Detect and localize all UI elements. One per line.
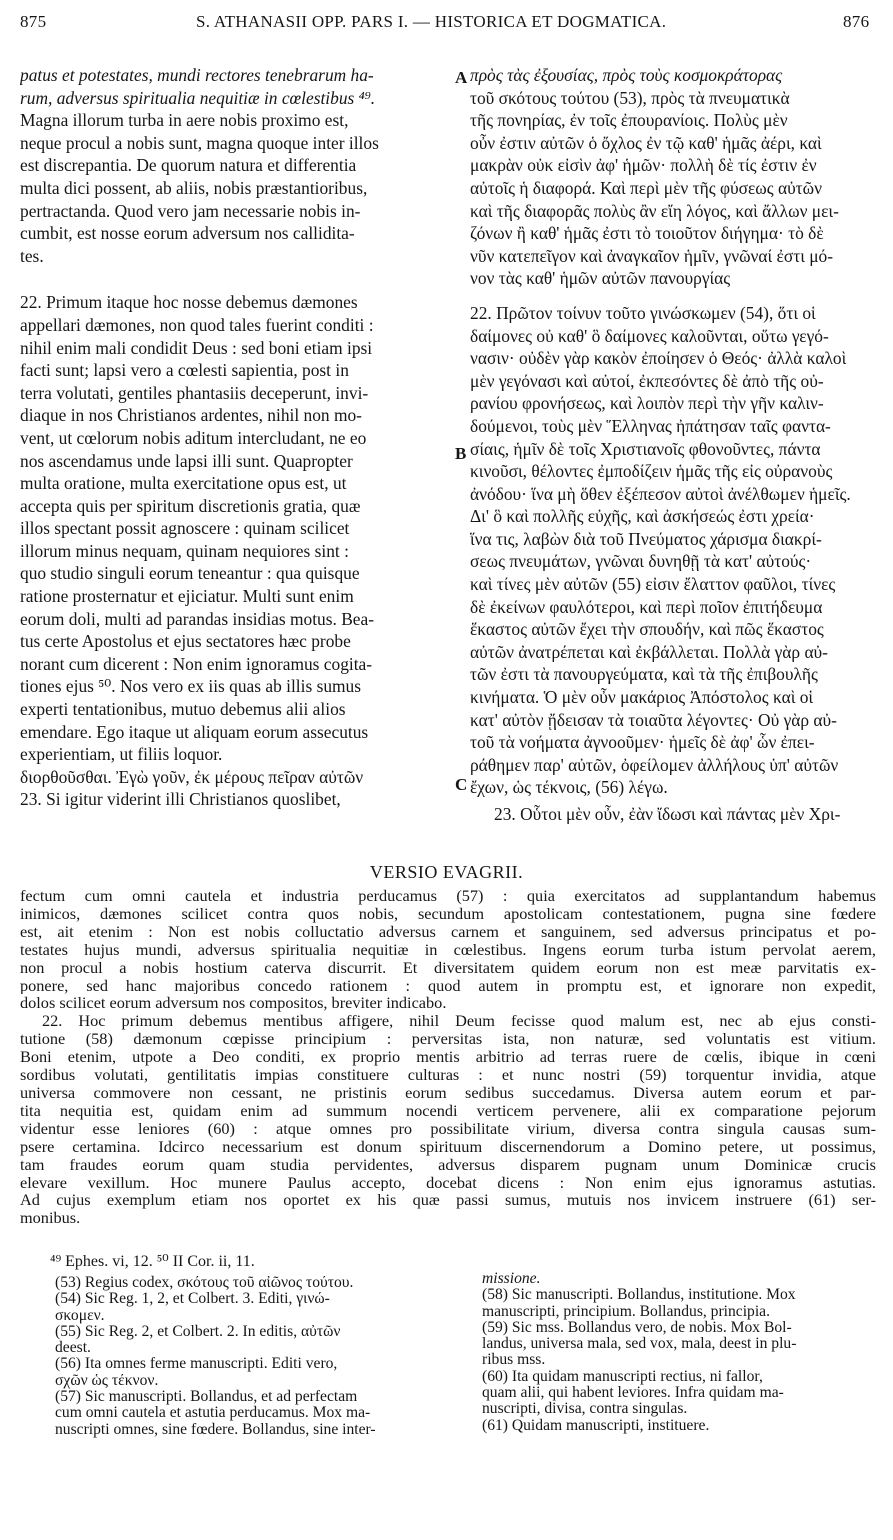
footnote-line: ribus mss.: [482, 1352, 546, 1369]
text-line: inimicos, dæmones scilicet contra quos nobis, secundum apostolicam contestationem, pugna sine fœdere: [20, 904, 876, 923]
text-line: quo studio singuli eorum teneantur : qua quisque: [20, 563, 360, 584]
footnote-line: (59) Sic mss. Bollandus vero, de nobis. Mox Bol-: [482, 1319, 792, 1336]
footnote-line: σχῶν ὡς τέκνον.: [55, 1372, 159, 1389]
footnote-line: nuscripti omnes, sine fœdere. Bollandus, sine inter-: [55, 1421, 376, 1438]
text-line: δαίμονες οὐ καθ' ὃ δαίμονες καλοῦνται, οὕτω γεγό-: [470, 325, 829, 346]
text-line: δούμενοι, τοὺς μὲν Ἕλληνας ἠπάτησαν ταῖς φαντα-: [470, 415, 831, 436]
footnote-line: quam alii, qui habent leviores. Infra quidam ma-: [482, 1385, 784, 1402]
footnote-line: manuscripti, principium. Bollandus, principia.: [482, 1303, 771, 1320]
text-line: non procul a nobis hostium caterva discurrit. Et diversitatem quidem eorum non est meæ parvitatis ex-: [20, 958, 876, 977]
text-line: tita nequitia est, quidam enim ad summum nocendi verticem pervenere, alii ex comparatione pejorum: [20, 1101, 876, 1120]
text-line: experti tentationibus, mutuo debemus alii alios: [20, 699, 346, 720]
text-line: diaque in nos Christianos ardentes, nihil non mo-: [20, 405, 362, 426]
text-line: neque procul a nobis sunt, magna quoque inter illos: [20, 132, 379, 153]
page-number-left: 875: [20, 12, 47, 31]
text-line: αὐτῶν ἀνατρέπεται καὶ ἐκβάλλεται. Πολλὰ γὰρ αὐ-: [470, 641, 828, 662]
footnote-line: (60) Ita quidam manuscripti rectius, ni fallor,: [482, 1368, 763, 1385]
text-line: pertractanda. Quod vero jam necessarie nobis in-: [20, 200, 361, 221]
text-line: est, ait etenim : Non est nobis colluctatio adversus carnem et sanguinem, sed adversus principatus et po-: [20, 922, 876, 941]
text-line: καὶ τίνες μὲν αὐτῶν (55) εἰσιν ἔλαττον φαῦλοι, τίνες: [470, 574, 836, 595]
text-line: ἔχων, ὡς τέκνοις, (56) λέγω.: [470, 777, 668, 798]
footnote-line: landus, universa mala, sed vox, mala, deest in plu-: [482, 1336, 797, 1353]
text-line: 23. Si igitur viderint illi Christianos quoslibet,: [20, 789, 341, 810]
text-line: μὲν γεγόνασι καὶ αὐτοί, ἐκπεσόντες δὲ ἀπὸ τῆς οὐ-: [470, 370, 824, 391]
page-number-right: 876: [843, 12, 870, 31]
margin-letter-c: C: [455, 775, 468, 794]
text-line: τῶν ἐστι τὰ πανουργεύματα, καὶ τὰ τῆς ἐπιβουλῆς: [470, 664, 818, 685]
greek-column: [470, 64, 875, 826]
footnote-line: nuscripti, divisa, contra singulas.: [482, 1401, 688, 1418]
margin-letter-b: B: [455, 444, 467, 463]
text-line: tam fraudes eorum quam studia pervidentes, adversus disparem pugnam unum Dominicæ crucis: [20, 1155, 876, 1174]
text-line: 22. Πρῶτον τοίνυν τοῦτο γινώσκωμεν (54), ὅτι οἱ: [470, 302, 816, 323]
text-line: experientiam, ut filiis loquor.: [20, 744, 223, 765]
text-line: Ad cujus exemplum etiam nos oportet ex his quæ passi sumus, mutuis nos invicem instruere (61) ser-: [20, 1191, 876, 1210]
text-line: πρὸς τὰς ἐξουσίας, πρὸς τοὺς κοσμοκράτορας: [470, 65, 783, 85]
text-line: οὖν ἐστιν αὐτῶν ὁ ὄχλος ἐν τῷ καθ' ἡμᾶς ἀέρι, καὶ: [470, 132, 822, 153]
text-line: διορθοῦσθαι. Ἐγὼ γοῦν, ἐκ μέρους πεῖραν αὐτῶν: [20, 766, 364, 787]
text-line: illorum minus nequam, quinam nequiores sint :: [20, 540, 349, 561]
text-line: ponere, sed hanc majoribus concedo rationem : quod autem in promptu est, et ignorare non expedit,: [20, 976, 876, 995]
text-line: rum, adversus spiritualia nequitiæ in cœlestibus ⁴⁹.: [20, 87, 376, 108]
text-line: terra volutati, gentiles phantasiis deceperunt, invi-: [20, 382, 369, 403]
text-line: ράθημεν παρ' αὐτῶν, ὀφείλομεν ἀλλήλους ὑπ' αὐτῶν: [470, 754, 839, 775]
text-line: monibus.: [20, 1209, 81, 1228]
text-line: appellari dæmones, non quod tales fuerint conditi :: [20, 314, 374, 335]
text-line: ratione prosternatur et ejiciatur. Multi sunt enim: [20, 586, 354, 607]
text-line: accepta quis per spiritum discretionis gratia, quæ: [20, 495, 361, 516]
text-line: tes.: [20, 245, 44, 266]
text-line: σεως πνευμάτων, γνῶναι δυνηθῇ τὰ κατ' αὐτούς·: [470, 551, 812, 572]
scripture-references: ⁴⁹ Ephes. vi, 12. ⁵⁰ II Cor. ii, 11.: [50, 1253, 255, 1270]
text-line: ἵνα τις, λαβὼν διὰ τοῦ Πνεύματος χάρισμα διακρί-: [470, 528, 822, 549]
text-line: emendare. Ego itaque ut aliquam eorum assecutus: [20, 721, 369, 742]
text-line: tutione (58) dæmonum cœpisse principium : perversitas ista, non naturæ, sed voluntatis est vitium.: [20, 1030, 876, 1049]
text-line: vent, ut cœlorum nobis aditum intercludant, ne eo: [20, 427, 367, 448]
footnote-line: (57) Sic manuscripti. Bollandus, et ad perfectam: [55, 1389, 358, 1406]
running-title: S. ATHANASII OPP. PARS I. — HISTORICA ET DOGMATICA.: [196, 12, 667, 31]
text-line: illos spectant possit agnoscere : quinam scilicet: [20, 518, 350, 539]
text-line: tus certe Apostolus et ejus sectatores hæc probe: [20, 631, 351, 652]
text-line: νον τὰς καθ' ἡμῶν αὐτῶν πανουργίας: [470, 268, 731, 289]
text-line: 22. Primum itaque hoc nosse debemus dæmones: [20, 292, 358, 313]
text-line: sordibus volutati, gentilitatis impias constituere culturas : et nunc nostri (59) torquentur invidia, atque: [20, 1066, 876, 1084]
text-line: δὲ ἐκείνων φαυλότεροι, καὶ περὶ ποῖον ἐπιτήδευμα: [470, 596, 823, 617]
margin-letter-a: A: [455, 68, 468, 87]
text-line: μακρὰν οὐκ εἰσὶν ἀφ' ἡμῶν· πολλὴ δὲ τίς ἐστιν ἐν: [470, 155, 817, 176]
text-line: universa commovere non cessant, ne pristinis eorum sedibus succedamus. Diversa autem eorum et par-: [20, 1083, 876, 1102]
footnotes-left: [55, 1275, 455, 1438]
text-line: facti sunt; lapsi vero a cœlesti sapientia, post in: [20, 360, 349, 381]
text-line: τοῦ σκότους τούτου (53), πρὸς τὰ πνευματικὰ: [470, 87, 790, 108]
latin-column: [20, 64, 452, 811]
text-line: eorum doli, multi ad parandas insidias motus. Bea-: [20, 608, 375, 629]
text-line: ζόνων ἢ καθ' ἡμᾶς ἐστι τὸ τοιοῦτον διήγημα· τὸ δὲ: [470, 223, 824, 244]
text-line: τῆς πονηρίας, ἐν τοῖς ἐπουρανίοις. Πολὺς μὲν: [470, 110, 788, 131]
footnote-line: cum omni cautela et astutia perducamus. Mox ma-: [55, 1405, 371, 1422]
text-line: Δι' ὃ καὶ πολλῆς εὐχῆς, καὶ ἀσκήσεώς ἐστι χρεία·: [470, 506, 815, 527]
text-line: τοῦ τὰ νοήματα ἀγνοοῦμεν· ἡμεῖς δὲ ἀφ' ὧν ἐπει-: [470, 732, 815, 753]
text-line: patus et potestates, mundi rectores tenebrarum ha-: [20, 65, 374, 85]
text-line: testates hujus mundi, adversus spiritualia nequitiæ in cœlestibus. Ingens eorum turba istum pervolat aerem,: [20, 940, 876, 959]
text-line: ἀνόδου· ἵνα μὴ ὅθεν ἐξέπεσον αὐτοὶ ἀνέλθωμεν ἡμεῖς.: [470, 483, 851, 504]
footnotes-right: [482, 1271, 882, 1434]
greek-paragraph-22: [470, 302, 875, 799]
footnote-line: σκομεν.: [55, 1307, 105, 1324]
text-line: tiones ejus ⁵⁰. Nos vero ex iis quas ab illis sumus: [20, 676, 362, 697]
text-line: νῦν κατεπεῖγον καὶ ἀναγκαῖον ἡμῖν, γνῶναί ἐστι μό-: [470, 245, 834, 266]
text-line: dolos scilicet eorum adversum nos compositos, breviter indicabo.: [20, 994, 447, 1013]
footnote-line: (53) Regius codex, σκότους τοῦ αἰῶνος τούτου.: [55, 1275, 354, 1291]
text-line: ρανίου φρονήσεως, καὶ λοιπὸν περὶ τὴν γῆν καλιν-: [470, 393, 824, 414]
text-line: nihil enim mali condidit Deus : sed boni etiam ipsi: [20, 337, 373, 358]
footnote-line: (55) Sic Reg. 2, et Colbert. 2. In editis, αὐτῶν: [55, 1323, 341, 1340]
text-line: norant cum dicerent : Non enim ignoramus cogita-: [20, 653, 373, 674]
latin-paragraph-22: [20, 291, 452, 811]
text-line: Boni etenim, utpote a Deo conditi, ex proprio mentis arbitrio ad terras ruere de cœlis, ibique in cœni: [20, 1048, 876, 1067]
text-line: ἕκαστος αὐτῶν ἔχει τὴν σπουδήν, καὶ πῶς ἕκαστος: [470, 619, 824, 640]
text-line: κινοῦσι, θέλοντες ἐμποδίζειν ἡμᾶς τῆς εἰς οὐρανοὺς: [470, 461, 833, 482]
footnote-line: (61) Quidam manuscripti, instituere.: [482, 1417, 710, 1434]
text-line: cumbit, est nosse eorum adversum nos callidita-: [20, 223, 355, 244]
text-line: 23. Οὗτοι μὲν οὖν, ἐὰν ἴδωσι καὶ πάντας μὲν Χρι-: [494, 804, 841, 824]
text-line: multa dici possent, ab aliis, nobis præstantioribus,: [20, 177, 368, 198]
footnote-line: missione.: [482, 1271, 541, 1287]
text-line: Magna illorum turba in aere nobis proximo est,: [20, 110, 349, 131]
text-line: multa oratione, multa exercitatione opus est, ut: [20, 473, 347, 494]
greek-paragraph-23: [470, 803, 875, 826]
text-line: καὶ τῆς διαφορᾶς πολὺς ἂν εἴη λόγος, καὶ ἄλλων μει-: [470, 200, 839, 221]
text-line: κινήματα. Ὁ μὲν οὖν μακάριος Ἀπόστολος καὶ οἱ: [470, 687, 814, 708]
text-line: nos ascendamus unde lapsi illi sunt. Quapropter: [20, 450, 353, 471]
text-line: elevare vexillum. Hoc munere Paulus accepto, docebat dicens : Non enim ejus ignoramus astutias.: [20, 1173, 876, 1192]
text-line: videntur esse leniores (60) : atque omnes pro possibilitate virium, diversa contra singula causas sum-: [20, 1119, 876, 1138]
text-line: 22. Hoc primum debemus mentibus affigere, nihil Deum fecisse quod malum est, nec ab ejus consti-: [42, 1012, 876, 1031]
text-line: psere certamina. Idcirco necessarium est donum spirituum discernendorum a Domino petere, ut possimus,: [20, 1137, 876, 1156]
text-line: αὐτοῖς ἡ διαφορά. Καὶ περὶ μὲν τῆς φύσεως αὐτῶν: [470, 177, 822, 198]
greek-paragraph-21: [470, 64, 875, 290]
footnote-line: (58) Sic manuscripti. Bollandus, institutione. Mox: [482, 1287, 796, 1304]
section-title: VERSIO EVAGRII.: [369, 862, 524, 882]
text-line: κατ' αὐτὸν ᾔδεισαν τὰ τοιαῦτα λέγοντες· Οὐ γὰρ αὐ-: [470, 709, 837, 730]
footnote-line: (54) Sic Reg. 1, 2, et Colbert. 3. Editi, γινώ-: [55, 1291, 330, 1308]
footnote-line: deest.: [55, 1340, 91, 1357]
footnote-line: (56) Ita omnes ferme manuscripti. Editi vero,: [55, 1356, 338, 1373]
latin-paragraph-21: [20, 64, 452, 267]
text-line: est discrepantia. De quorum natura et differentia: [20, 155, 357, 176]
text-line: fectum cum omni cautela et industria perducamus (57) : quia exercitatos ad supplantandum habemus: [20, 887, 876, 905]
text-line: σίαις, ἡμῖν δὲ τοῖς Χριστιανοῖς φθονοῦντες, πάντα: [470, 438, 821, 459]
text-line: νασιν· οὐδὲν γὰρ κακὸν ἐποίησεν ὁ Θεός· ἀλλὰ καλοὶ: [470, 348, 847, 369]
evagrius-text: [20, 887, 876, 1227]
